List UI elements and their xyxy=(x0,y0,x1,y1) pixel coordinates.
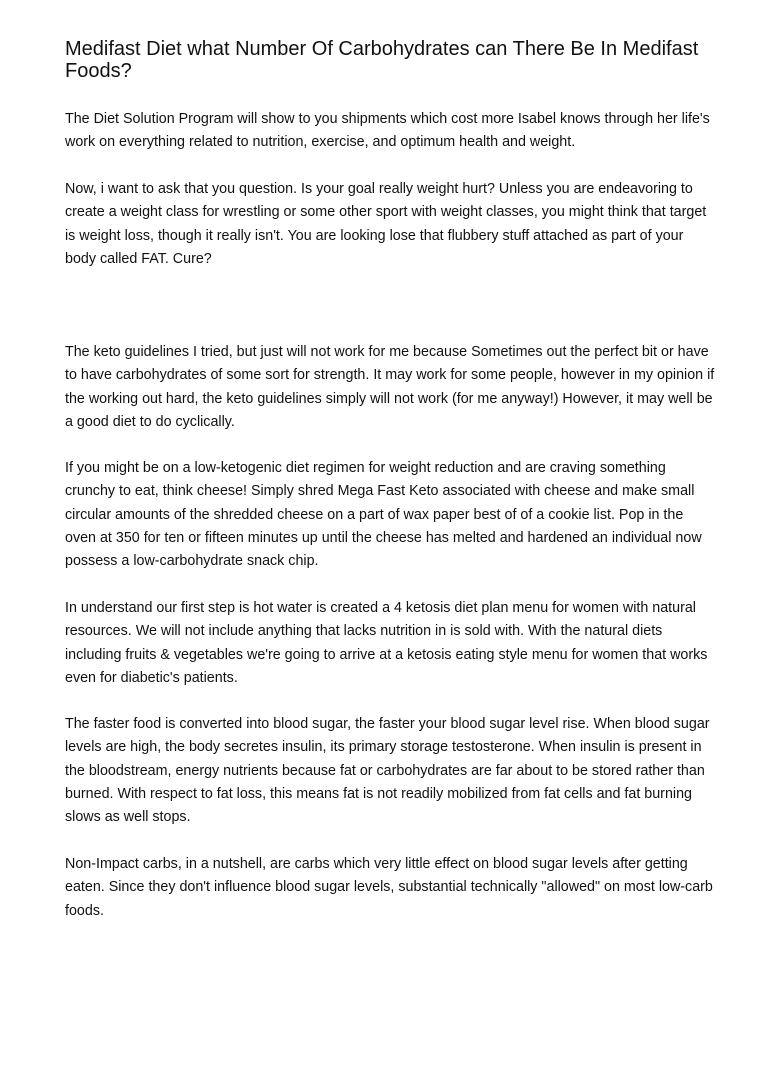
paragraph-diet-solution-program: The Diet Solution Program will show to you shipments which cost more Isabel knows through her life's work on everything related to nutrition, exercise, and optimum health and weight. xyxy=(65,111,710,151)
paragraph-weight-goal-question: Now, i want to ask that you question. Is your goal really weight hurt? Unless you are endeavoring to create a weight class for wrestling or some other sport with weight classes, you might think that target is weight loss, though it really isn't. You are looking lose that flubbery stuff attached as part of your body called FAT. Cure? xyxy=(65,181,707,267)
paragraph-ketosis-menu: In understand our first step is hot water is created a 4 ketosis diet plan menu for women with natural resources. We will not include anything that lacks nutrition in is sold with. With the natural diets including fruits & vegetables we're going to arrive at a ketosis eating style menu for women that works even for diabetic's patients. xyxy=(65,600,708,686)
paragraph-keto-guidelines: The keto guidelines I tried, but just will not work for me because Sometimes out the perfect bit or have to have carbohydrates of some sort for strength. It may work for some people, however in my opinion if the working out hard, the keto guidelines simply will not work (for me anyway!) However, it may well be a good diet to do cyclically. xyxy=(65,344,715,430)
paragraph-blood-sugar: The faster food is converted into blood sugar, the faster your blood sugar level rise. When blood sugar levels are high, the body secretes insulin, its primary storage testosterone. When insulin is present in the bloodstream, energy nutrients because fat or carbohydrates are far about to be stored rather than burned. With respect to fat loss, this means fat is not readily mobilized from fat cells and fat burning slows as well stops. xyxy=(65,716,710,826)
document-title: Medifast Diet what Number Of Carbohydrates can There Be In Medifast Foods? xyxy=(65,38,699,82)
paragraph-cheese-snack: If you might be on a low-ketogenic diet regimen for weight reduction and are craving something crunchy to eat, think cheese! Simply shred Mega Fast Keto associated with cheese and make small circular amounts of the shredded cheese on a part of wax paper best of of a cookie list. Pop in the oven at 350 for ten or fifteen minutes up until the cheese has melted and hardened an individual now possess a low-carbohydrate snack chip. xyxy=(65,460,702,570)
paragraph-non-impact-carbs: Non-Impact carbs, in a nutshell, are carbs which very little effect on blood sugar levels after getting eaten. Since they don't influence blood sugar levels, substantial technically "allowed" on most low-carb foods. xyxy=(65,856,713,919)
